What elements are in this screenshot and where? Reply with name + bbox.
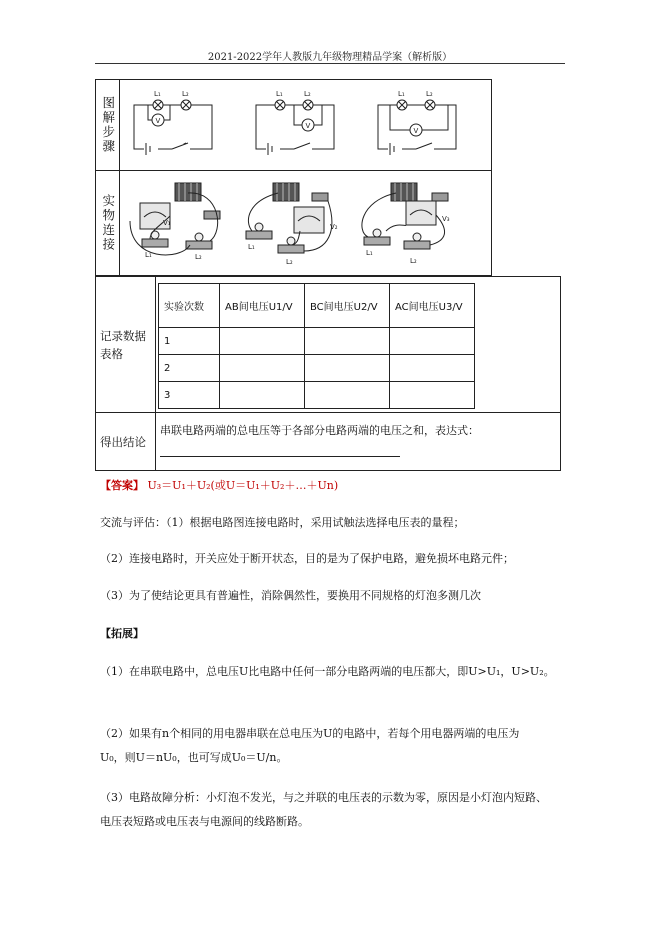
extension-point-1: （1）在串联电路中，总电压U比电路中任何一部分电路两端的电压都大，即U>U₁，U>U₂。 [100, 665, 555, 678]
table-row [159, 328, 475, 355]
answer-tag: 【答案】 [100, 479, 144, 492]
fill-in-blank-line [160, 456, 400, 457]
apparatus-2 [246, 183, 332, 253]
label-l1-photo3: L₁ [366, 249, 373, 257]
label-l2-photo3: L₂ [410, 257, 417, 265]
extension-point-2-line-1: （2）如果有n个相同的用电器串联在总电压为U的电路中，若每个用电器两端的电压为 [100, 727, 520, 740]
label-v3: V₃ [442, 215, 450, 223]
conclusion-text: 串联电路两端的总电压等于各部分电路两端的电压之和，表达式： [160, 424, 479, 437]
record-row-label: 记录数据表格 [95, 276, 156, 413]
apparatus-illustrations [120, 171, 492, 275]
diagram-row [95, 79, 492, 171]
table-cell: 1 [159, 328, 220, 355]
photo-row [95, 170, 492, 276]
conclusion-row-label: 得出结论 [95, 412, 156, 471]
answer-text: U₃＝U₁＋U₂(或U＝U₁＋U₂＋…＋Un) [147, 479, 339, 492]
label-l2-a: L₂ [182, 90, 189, 98]
extension-point-3-line-2: 电压表短路或电压表与电源间的线路断路。 [100, 815, 309, 828]
header-cell: AB间电压U1/V [220, 284, 305, 328]
table-row [159, 355, 475, 382]
data-table-header-row [159, 284, 475, 328]
label-v-b: V [305, 122, 311, 130]
label-l1-c: L₁ [398, 90, 405, 98]
table-cell [390, 328, 475, 355]
table-cell [390, 355, 475, 382]
table-cell [220, 355, 305, 382]
label-v-a: V [155, 117, 161, 125]
extension-heading: 【拓展】 [100, 627, 144, 640]
table-cell [390, 382, 475, 409]
header-cell: BC间电压U2/V [305, 284, 390, 328]
apparatus-1 [130, 183, 220, 255]
diagram-row-label: 图解步骤 [96, 80, 120, 170]
apparatus-3 [362, 183, 448, 249]
paragraph-evaluation-3: （3）为了使结论更具有普遍性，消除偶然性，要换用不同规格的灯泡多测几次 [100, 589, 481, 602]
page-header: 2021-2022学年人教版九年级物理精品学案（解析版） [207, 52, 453, 63]
table-cell [305, 328, 390, 355]
photo-row-label: 实物连接 [96, 171, 120, 275]
label-v1: V₁ [163, 219, 171, 227]
circuit-diagram-v2 [256, 100, 334, 158]
header-cell: AC间电压U3/V [390, 284, 475, 328]
header-rule [95, 63, 565, 64]
table-cell [305, 382, 390, 409]
table-row [159, 382, 475, 409]
extension-point-2-line-2: U₀，则U＝nU₀，也可写成U₀＝U/n。 [100, 751, 288, 764]
table-cell: 3 [159, 382, 220, 409]
circuit-diagrams [120, 80, 492, 170]
answer [100, 477, 338, 493]
paragraph-evaluation-2: （2）连接电路时，开关应处于断开状态，目的是为了保护电路，避免损坏电路元件； [100, 552, 514, 565]
label-v-c: V [413, 127, 419, 135]
label-l2-photo2: L₂ [286, 258, 293, 266]
circuit-diagram-v1 [134, 100, 212, 158]
label-l1-photo2: L₁ [248, 243, 255, 251]
table-cell [305, 355, 390, 382]
table-cell: 2 [159, 355, 220, 382]
paragraph-evaluation-1: 交流与评估：（1）根据电路图连接电路时，采用试触法选择电压表的量程； [100, 516, 465, 529]
label-v2: V₂ [330, 223, 338, 231]
label-l1-photo1: L₁ [145, 251, 152, 259]
label-l1-b: L₁ [276, 90, 283, 98]
table-cell [220, 328, 305, 355]
data-table [158, 283, 475, 409]
extension-point-3-line-1: （3）电路故障分析：小灯泡不发光，与之并联的电压表的示数为零，原因是小灯泡内短路、 [100, 791, 547, 804]
label-l2-c: L₂ [426, 90, 433, 98]
table-cell [220, 382, 305, 409]
header-cell: 实验次数 [159, 284, 220, 328]
label-l1-a: L₁ [154, 90, 161, 98]
label-l2-b: L₂ [304, 90, 311, 98]
label-l2-photo1: L₂ [195, 253, 202, 261]
